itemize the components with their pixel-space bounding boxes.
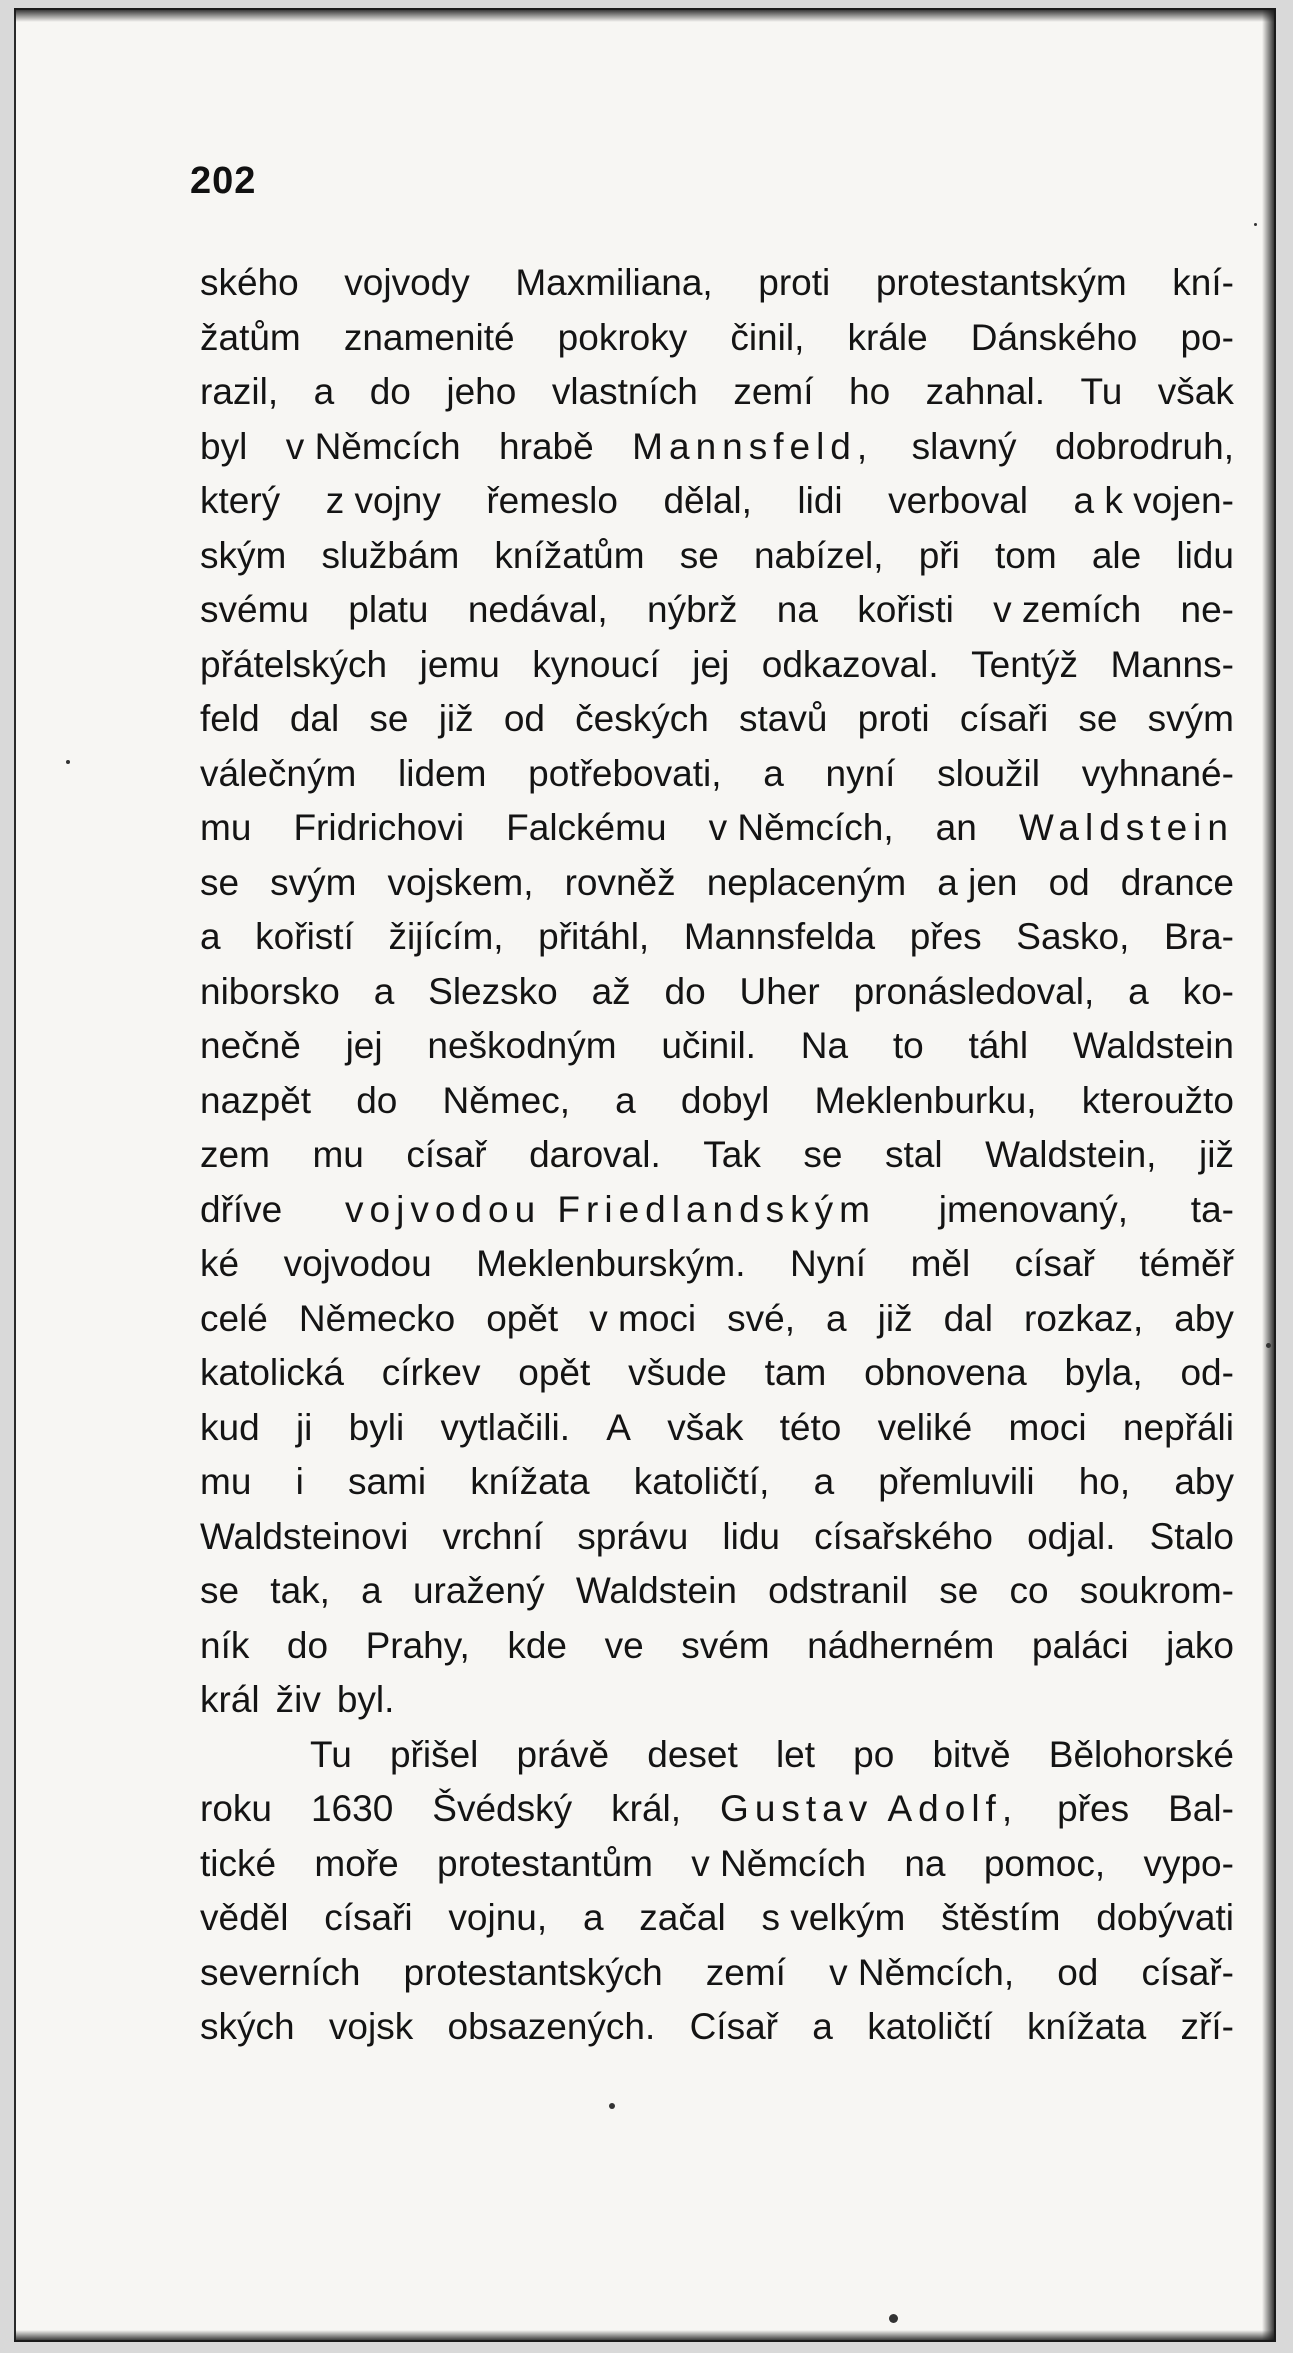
word: přemluvili	[878, 1461, 1035, 1502]
word: ké	[200, 1243, 240, 1284]
word: se	[939, 1570, 979, 1611]
word: Císař	[689, 2006, 778, 2047]
word: odkazoval.	[761, 643, 939, 685]
word: přátelských	[200, 643, 388, 685]
word: této	[779, 1406, 842, 1448]
word: přes	[1057, 1788, 1130, 1829]
word: roku	[200, 1788, 272, 1829]
word: pokroky	[557, 316, 688, 358]
word: při	[918, 534, 960, 576]
word: paláci	[1031, 1624, 1129, 1666]
word: ských	[200, 2006, 295, 2047]
word: soukrom-	[1079, 1570, 1234, 1611]
word: král,	[611, 1788, 682, 1829]
word: správu	[577, 1515, 689, 1557]
word: Fridrichovi	[293, 807, 465, 848]
text-line	[200, 365, 1234, 420]
word: řemeslo	[486, 480, 618, 521]
word: aby	[1174, 1297, 1234, 1339]
word: ne-	[1180, 589, 1234, 630]
word: se	[200, 1570, 240, 1611]
word: kynoucí	[532, 643, 660, 685]
word: to	[892, 1025, 924, 1066]
word: tak,	[270, 1570, 330, 1611]
word: bitvě	[932, 1733, 1011, 1775]
word: českých	[575, 698, 709, 739]
scan-speck	[889, 2314, 898, 2323]
word: své,	[727, 1297, 796, 1339]
word: neplaceným	[706, 861, 907, 903]
word: zemí	[733, 371, 814, 412]
word: na	[904, 1842, 946, 1884]
word: mu	[200, 807, 252, 848]
word: kořistí	[255, 916, 354, 957]
scan-speck	[1254, 223, 1257, 226]
word: po	[853, 1733, 895, 1775]
word: jako	[1166, 1624, 1234, 1666]
word: feld	[200, 698, 260, 739]
word: ník	[200, 1624, 250, 1666]
text-line	[200, 1837, 1234, 1892]
word: s velkým	[761, 1897, 906, 1938]
word: v Němcích,	[708, 807, 894, 848]
word: pronásledoval,	[853, 970, 1095, 1012]
word: dříve	[200, 1188, 283, 1230]
word: Stalo	[1149, 1515, 1234, 1557]
scan-speck	[1266, 1343, 1271, 1348]
word: svým	[270, 861, 357, 903]
page-number: 202	[190, 160, 257, 202]
word: císař	[1014, 1243, 1095, 1284]
word: svým	[1147, 698, 1234, 739]
word: nečně	[200, 1025, 301, 1066]
text-line	[200, 1564, 1234, 1619]
word: až	[591, 970, 631, 1012]
word: žijícím,	[388, 916, 504, 957]
word: severních	[200, 1951, 361, 1993]
word: nazpět	[200, 1079, 312, 1121]
word: drance	[1120, 861, 1234, 903]
body-text	[200, 256, 1234, 2055]
word: sloužil	[937, 752, 1040, 794]
word: a	[615, 1079, 636, 1121]
page-edge-right	[1262, 8, 1276, 2342]
word: začal	[639, 1897, 726, 1938]
word: nepřáli	[1122, 1406, 1234, 1448]
word: Mannsfeld,	[632, 425, 874, 467]
text-line	[200, 747, 1234, 802]
word: byla,	[1064, 1352, 1143, 1393]
word: a jen	[937, 861, 1018, 903]
word: a	[1128, 970, 1149, 1012]
word: do	[664, 970, 706, 1012]
word: jej	[692, 643, 730, 685]
word: krále	[847, 316, 928, 358]
word: nyní	[825, 752, 896, 794]
word: a	[373, 970, 395, 1012]
word: stavů	[739, 698, 828, 739]
word: daroval.	[529, 1134, 661, 1175]
word: Dánského	[970, 316, 1138, 358]
word: Maxmiliana,	[515, 262, 713, 303]
book-page	[14, 8, 1276, 2342]
word: přišel	[389, 1733, 479, 1775]
word: Prahy,	[365, 1624, 470, 1666]
word: ve	[604, 1624, 644, 1666]
word: svému	[200, 589, 309, 630]
text-line	[200, 420, 1234, 475]
word: jmenovaný,	[938, 1188, 1129, 1230]
text-line	[200, 256, 1234, 311]
word: tické	[200, 1842, 277, 1884]
word: císařského	[814, 1515, 993, 1557]
word: se	[369, 698, 409, 739]
text-line	[200, 1346, 1234, 1401]
word: knížatům	[494, 534, 645, 576]
word: Manns-	[1110, 643, 1234, 685]
word: ale	[1091, 534, 1142, 576]
word: vojvody	[344, 262, 470, 303]
word: 1630	[310, 1788, 394, 1829]
word: v Němcích	[691, 1842, 867, 1884]
word: Bělohorské	[1048, 1733, 1234, 1775]
word: se	[803, 1134, 843, 1175]
word: Waldstein,	[985, 1134, 1157, 1175]
word: knížata	[1026, 2006, 1147, 2047]
text-line	[200, 910, 1234, 965]
word: odjal.	[1027, 1515, 1116, 1557]
word: Slezsko	[428, 970, 558, 1012]
text-line	[200, 1019, 1234, 1074]
word: žatům	[200, 316, 301, 358]
word: znamenité	[343, 316, 515, 358]
word: Tak	[703, 1134, 761, 1175]
word: Waldsteinovi	[200, 1515, 409, 1557]
text-line	[200, 1673, 1234, 1728]
text-line	[200, 965, 1234, 1020]
word: celé	[200, 1297, 268, 1339]
word: se	[1078, 698, 1118, 739]
word: v Němcích	[285, 425, 461, 467]
word: od-	[1180, 1352, 1234, 1393]
word: vyhnané-	[1081, 752, 1234, 794]
word: do	[356, 1079, 398, 1121]
word: obsazených.	[447, 2006, 656, 2047]
word: deset	[647, 1733, 738, 1775]
word: veliké	[877, 1406, 973, 1448]
word: mu	[312, 1134, 364, 1175]
word: nabízel,	[753, 534, 884, 576]
word: i	[295, 1461, 304, 1502]
word: vojsk	[328, 2006, 414, 2047]
word: razil,	[200, 371, 279, 412]
page-edge-bottom	[14, 2330, 1276, 2342]
word: v zemích	[993, 589, 1142, 630]
word: císař	[406, 1134, 487, 1175]
text-line	[200, 801, 1234, 856]
word: tam	[764, 1352, 827, 1393]
word: an	[935, 807, 977, 848]
word: vrchní	[442, 1515, 544, 1557]
word: z vojny	[325, 480, 441, 521]
word: a	[812, 2006, 833, 2047]
word: moře	[314, 1842, 399, 1884]
word: Na	[800, 1025, 849, 1066]
word: již	[1199, 1134, 1234, 1175]
word: Falckému	[506, 807, 667, 848]
word: kořisti	[857, 589, 954, 630]
word: do	[369, 371, 411, 412]
word: nýbrž	[647, 589, 738, 630]
word: proti	[758, 262, 831, 303]
word: dobyl	[680, 1079, 770, 1121]
word: katoličtí,	[633, 1461, 770, 1502]
word: katoličtí	[867, 2006, 993, 2047]
word: jeho	[446, 371, 517, 412]
text-line	[200, 1128, 1234, 1183]
word: na	[776, 589, 818, 630]
word: co	[1009, 1570, 1049, 1611]
word: však	[667, 1406, 744, 1448]
word: zří-	[1180, 2006, 1234, 2047]
text-line	[200, 1619, 1234, 1674]
word: se	[679, 534, 719, 576]
word: byl	[200, 425, 248, 467]
word: dobrodruh,	[1055, 425, 1234, 467]
word: protestantům	[437, 1842, 653, 1884]
word: Tentýž	[971, 643, 1079, 685]
word: téměř	[1139, 1243, 1234, 1284]
word: dobývati	[1096, 1897, 1234, 1938]
word: knížata	[470, 1461, 590, 1502]
word: císaři	[959, 698, 1049, 739]
word: již	[877, 1297, 913, 1339]
word: v Němcích,	[829, 1951, 1015, 1993]
text-line	[200, 692, 1234, 747]
word: císař-	[1141, 1951, 1234, 1993]
word: všude	[628, 1352, 727, 1393]
word: nedával,	[467, 589, 608, 630]
word: potřebovati,	[528, 752, 722, 794]
word: Meklenburským.	[476, 1243, 746, 1284]
word: vypo-	[1143, 1842, 1234, 1884]
word: do	[286, 1624, 329, 1666]
word: Meklenburku,	[814, 1079, 1037, 1121]
word: kteroužto	[1081, 1079, 1234, 1121]
word: již	[438, 698, 474, 739]
word: král	[200, 1679, 260, 1720]
word: obnovena	[864, 1352, 1027, 1393]
word: vojvodou Friedlandským	[345, 1188, 877, 1230]
text-line	[200, 1728, 1234, 1783]
word: kde	[507, 1624, 568, 1666]
word: tom	[994, 534, 1057, 576]
word: A	[606, 1406, 631, 1448]
word: kní-	[1172, 262, 1234, 303]
word: neškodným	[427, 1025, 617, 1066]
word: verboval	[888, 480, 1029, 521]
word: niborsko	[200, 970, 340, 1012]
word: Waldstein	[575, 1570, 737, 1611]
word: ta-	[1190, 1188, 1234, 1230]
word: moci	[1008, 1406, 1087, 1448]
word: platu	[348, 589, 429, 630]
word: Mannsfelda	[683, 916, 876, 957]
word: a	[582, 1897, 604, 1938]
word: po-	[1180, 316, 1234, 358]
scan-speck	[66, 760, 70, 764]
word: zemí	[705, 1951, 786, 1993]
text-line	[200, 1401, 1234, 1456]
word: válečným	[200, 752, 357, 794]
word: štěstím	[941, 1897, 1061, 1938]
word: katolická	[200, 1352, 344, 1393]
word: císaři	[324, 1897, 413, 1938]
word: ho,	[1078, 1461, 1131, 1502]
word: odstranil	[768, 1570, 908, 1611]
word: který	[200, 480, 281, 521]
word: mu	[200, 1461, 252, 1502]
word: a	[826, 1297, 847, 1339]
word: přitáhl,	[538, 916, 650, 957]
text-line	[200, 1455, 1234, 1510]
word: od	[503, 698, 545, 739]
text-line	[200, 1891, 1234, 1946]
word: proti	[857, 698, 930, 739]
word: opět	[518, 1352, 591, 1393]
text-line	[200, 856, 1234, 911]
word: od	[1057, 1951, 1099, 1993]
word: rovněž	[564, 861, 676, 903]
word: a	[813, 1461, 835, 1502]
word: dělal,	[663, 480, 752, 521]
word: stal	[884, 1134, 943, 1175]
word: živ	[275, 1679, 321, 1720]
word: a	[200, 916, 221, 957]
word: ského	[200, 262, 299, 303]
text-line	[200, 638, 1234, 693]
word: měl	[910, 1243, 971, 1284]
text-line	[200, 1782, 1234, 1837]
word: Němec,	[442, 1079, 571, 1121]
word: svém	[681, 1624, 770, 1666]
word: a	[361, 1570, 382, 1611]
word: věděl	[200, 1897, 289, 1938]
word: vojvodou	[283, 1243, 432, 1284]
word: Waldstein	[1018, 807, 1234, 848]
text-line	[200, 1946, 1234, 2001]
word: ho	[849, 371, 891, 412]
word: lidem	[398, 752, 487, 794]
text-line	[200, 1292, 1234, 1347]
text-line	[200, 311, 1234, 366]
word: pomoc,	[983, 1842, 1106, 1884]
word: Bra-	[1164, 916, 1234, 957]
word: Waldstein	[1072, 1025, 1234, 1066]
word: vojskem,	[387, 861, 534, 903]
word: lidi	[797, 480, 843, 521]
word: vlastních	[551, 371, 698, 412]
text-line	[200, 1074, 1234, 1129]
word: kud	[200, 1406, 260, 1448]
text-line	[200, 1183, 1234, 1238]
word: učinil.	[661, 1025, 756, 1066]
word: ji	[295, 1406, 313, 1448]
word: od	[1048, 861, 1090, 903]
word: činil,	[730, 316, 805, 358]
word: Uher	[739, 970, 820, 1012]
word: byl.	[336, 1679, 395, 1720]
scan-speck	[609, 2103, 615, 2109]
word: Gustav Adolf,	[720, 1788, 1019, 1829]
word: a	[763, 752, 784, 794]
text-line	[200, 474, 1234, 529]
word: opět	[486, 1297, 559, 1339]
word: rozkaz,	[1024, 1297, 1144, 1339]
word: protestantským	[875, 262, 1127, 303]
word: ko-	[1182, 970, 1234, 1012]
word: nádherném	[807, 1624, 995, 1666]
text-line	[200, 2000, 1234, 2055]
word: lidu	[722, 1515, 781, 1557]
word: Německo	[298, 1297, 456, 1339]
word: právě	[516, 1733, 610, 1775]
text-line	[200, 1237, 1234, 1292]
text-line	[200, 1510, 1234, 1565]
word: jej	[345, 1025, 383, 1066]
word: jemu	[419, 643, 500, 685]
word: dal	[943, 1297, 993, 1339]
word: ským	[200, 534, 287, 576]
word: však	[1157, 371, 1234, 412]
word: a k vojen-	[1073, 480, 1234, 521]
word: sami	[347, 1461, 427, 1502]
word: církev	[381, 1352, 481, 1393]
word: protestantských	[403, 1951, 663, 1993]
word: Bal-	[1168, 1788, 1234, 1829]
word: Švédský	[432, 1788, 573, 1829]
text-line	[200, 583, 1234, 638]
word: byli	[348, 1406, 405, 1448]
word: uražený	[412, 1570, 545, 1611]
word: dal	[289, 698, 340, 739]
word: lidu	[1176, 534, 1234, 576]
word: a	[313, 371, 335, 412]
word: Nyní	[790, 1243, 867, 1284]
word: hrabě	[499, 425, 594, 467]
word: službám	[321, 534, 460, 576]
word: slavný	[911, 425, 1017, 467]
word: v moci	[589, 1297, 697, 1339]
word: Tu	[1080, 371, 1123, 412]
word: táhl	[968, 1025, 1029, 1066]
word: vytlačili.	[440, 1406, 571, 1448]
word: vojnu,	[448, 1897, 548, 1938]
word: Tu	[310, 1733, 352, 1775]
word: zahnal.	[925, 371, 1045, 412]
word: Sasko,	[1016, 916, 1130, 957]
word: se	[200, 861, 240, 903]
word: přes	[909, 916, 982, 957]
word: let	[775, 1733, 816, 1775]
word: zem	[200, 1134, 270, 1175]
page-edge-top	[14, 8, 1276, 22]
word: aby	[1174, 1461, 1234, 1502]
text-line	[200, 529, 1234, 584]
